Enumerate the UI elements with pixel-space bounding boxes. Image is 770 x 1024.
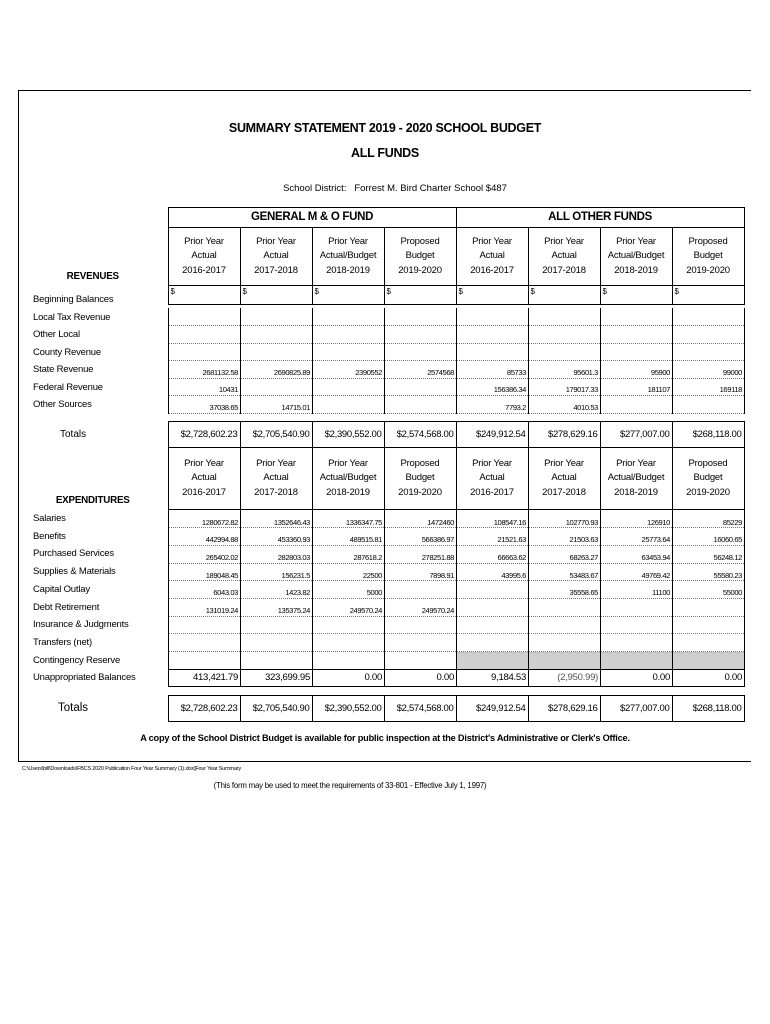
column-header-line: Prior Year xyxy=(328,236,368,248)
value-cell: 287618.2 xyxy=(313,545,385,563)
column-header-line: 2018-2019 xyxy=(326,264,370,276)
column-header-8 xyxy=(672,448,744,510)
value-cell xyxy=(241,308,313,326)
value-cell xyxy=(169,343,241,361)
value-cell xyxy=(313,652,385,670)
value-cell: 5000 xyxy=(313,581,385,599)
expenditure-row xyxy=(169,669,745,687)
column-header-line: 2018-2019 xyxy=(614,486,658,498)
district-name: Forrest M. Bird Charter School $487 xyxy=(354,183,507,194)
value-cell: 0.00 xyxy=(673,669,745,687)
value-cell: 282803.03 xyxy=(241,545,313,563)
value-cell xyxy=(385,581,457,599)
revenues-heading: REVENUES xyxy=(66,270,119,282)
column-header-3 xyxy=(312,228,384,286)
row-label: Local Tax Revenue xyxy=(33,311,111,323)
revenue-row xyxy=(169,378,745,396)
value-cell: 85229 xyxy=(673,510,745,528)
revenue-row xyxy=(169,326,745,344)
value-cell: 22500 xyxy=(313,563,385,581)
value-cell xyxy=(673,652,745,670)
row-label: County Revenue xyxy=(33,346,101,358)
column-header-line: Actual/Budget xyxy=(607,250,665,262)
column-header-line: Proposed xyxy=(400,236,440,248)
total-cell: $249,912.54 xyxy=(456,696,528,722)
column-header-7 xyxy=(600,228,672,286)
expenditure-row xyxy=(169,528,745,546)
value-cell: 1352646.43 xyxy=(241,510,313,528)
value-cell: 566386.97 xyxy=(385,528,457,546)
column-header-line: Prior Year xyxy=(472,236,512,248)
value-cell: 49769.42 xyxy=(601,563,673,581)
column-header-line: 2017-2018 xyxy=(542,264,586,276)
value-cell xyxy=(385,326,457,344)
dollar-sign-cell: $ xyxy=(240,286,312,305)
row-label: Supplies & Materials xyxy=(33,566,116,578)
value-cell xyxy=(457,308,529,326)
value-cell: 95601.3 xyxy=(529,361,601,379)
value-cell: 2681132.58 xyxy=(169,361,241,379)
row-label: Other Sources xyxy=(33,399,92,410)
district-line xyxy=(0,183,770,194)
column-header-4 xyxy=(384,448,456,510)
row-label: Benefits xyxy=(33,530,66,542)
value-cell xyxy=(529,634,601,652)
revenue-row xyxy=(169,396,745,414)
total-cell: $2,705,540.90 xyxy=(240,422,312,448)
column-header-5 xyxy=(456,228,528,286)
expenditure-row xyxy=(169,581,745,599)
value-cell xyxy=(457,326,529,344)
column-header-6 xyxy=(528,448,600,510)
value-cell: 0.00 xyxy=(313,669,385,687)
value-cell: 35558.65 xyxy=(529,581,601,599)
row-label: Purchased Services xyxy=(33,548,114,560)
value-cell: 37038.65 xyxy=(169,396,241,414)
expenditure-row xyxy=(169,652,745,670)
value-cell xyxy=(601,616,673,634)
value-cell xyxy=(673,396,745,414)
column-header-line: Actual/Budget xyxy=(607,472,665,484)
row-label: Insurance & Judgments xyxy=(33,619,129,631)
value-cell xyxy=(529,652,601,670)
value-cell xyxy=(241,634,313,652)
column-header-line: 2019-2020 xyxy=(686,486,730,498)
value-cell xyxy=(169,634,241,652)
column-header-line: Prior Year xyxy=(472,458,512,470)
row-label: Contingency Reserve xyxy=(33,654,121,666)
total-cell: $2,705,540.90 xyxy=(240,696,312,722)
value-cell: 0.00 xyxy=(385,669,457,687)
value-cell: 2690825.89 xyxy=(241,361,313,379)
value-cell: 156386.34 xyxy=(457,378,529,396)
value-cell: 169118 xyxy=(673,378,745,396)
expenditure-row xyxy=(169,616,745,634)
value-cell: 16060.65 xyxy=(673,528,745,546)
column-header-line: 2017-2018 xyxy=(254,486,298,498)
value-cell: 21521.63 xyxy=(457,528,529,546)
expenditures-header-table xyxy=(18,447,745,510)
revenue-values xyxy=(168,308,745,414)
column-header-line: Actual xyxy=(479,472,505,484)
value-cell xyxy=(385,308,457,326)
column-header-line: Prior Year xyxy=(256,236,296,248)
value-cell: 7793.2 xyxy=(457,396,529,414)
value-cell: 135375.24 xyxy=(241,598,313,616)
value-cell xyxy=(313,396,385,414)
column-header-line: Budget xyxy=(405,472,435,484)
value-cell: 1280672.82 xyxy=(169,510,241,528)
row-label: Debt Retirement xyxy=(33,601,100,613)
column-header-line: Budget xyxy=(693,472,723,484)
value-cell: 2574568 xyxy=(385,361,457,379)
column-header-line: 2016-2017 xyxy=(182,486,226,498)
value-cell xyxy=(673,326,745,344)
value-cell xyxy=(601,634,673,652)
value-cell xyxy=(601,326,673,344)
total-cell: $268,118.00 xyxy=(672,422,744,448)
value-cell: 56248.12 xyxy=(673,545,745,563)
expenditure-totals-table xyxy=(18,695,745,722)
total-cell: $2,390,552.00 xyxy=(312,696,384,722)
file-path: C:\Users\bill\Downloads\FBCS 2020 Publication Four Year Summary (1).xlsx]Four Year Summary xyxy=(22,766,241,772)
value-cell: 4010.53 xyxy=(529,396,601,414)
column-header-line: Actual/Budget xyxy=(319,250,377,262)
row-label: Transfers (net) xyxy=(33,636,92,648)
value-cell xyxy=(385,634,457,652)
value-cell xyxy=(241,652,313,670)
value-cell: 10431 xyxy=(169,378,241,396)
expenditure-row xyxy=(169,545,745,563)
column-header-line: Prior Year xyxy=(256,458,296,470)
value-cell: 489515.81 xyxy=(313,528,385,546)
total-cell: $278,629.16 xyxy=(528,696,600,722)
revenue-labels xyxy=(33,291,113,414)
value-cell xyxy=(601,343,673,361)
value-cell: 126910 xyxy=(601,510,673,528)
row-label: Federal Revenue xyxy=(33,381,103,393)
column-header-line: 2018-2019 xyxy=(614,264,658,276)
value-cell: 131019.24 xyxy=(169,598,241,616)
column-header-line: Proposed xyxy=(688,458,728,470)
value-cell: 278251.88 xyxy=(385,545,457,563)
row-label: Unappropriated Balances xyxy=(33,672,136,684)
value-cell: 323,699.95 xyxy=(241,669,313,687)
revenue-row xyxy=(169,308,745,326)
column-header-line: Actual xyxy=(551,250,577,262)
value-cell xyxy=(241,378,313,396)
value-cell xyxy=(529,326,601,344)
value-cell xyxy=(457,581,529,599)
value-cell xyxy=(601,598,673,616)
revenue-totals-label: Totals xyxy=(60,428,87,440)
value-cell: 1336347.75 xyxy=(313,510,385,528)
total-cell: $2,728,602.23 xyxy=(168,422,240,448)
value-cell: 14715.01 xyxy=(241,396,313,414)
value-cell: 2390552 xyxy=(313,361,385,379)
value-cell: 1423.82 xyxy=(241,581,313,599)
value-cell xyxy=(601,652,673,670)
value-cell: 265402.02 xyxy=(169,545,241,563)
value-cell xyxy=(529,343,601,361)
value-cell xyxy=(169,616,241,634)
column-header-line: 2019-2020 xyxy=(398,486,442,498)
value-cell: 181107 xyxy=(601,378,673,396)
column-header-line: Actual/Budget xyxy=(319,472,377,484)
value-cell: 21503.63 xyxy=(529,528,601,546)
value-cell: 55000 xyxy=(673,581,745,599)
value-cell xyxy=(457,616,529,634)
column-header-1 xyxy=(168,228,240,286)
value-cell xyxy=(313,634,385,652)
total-cell: $277,007.00 xyxy=(600,696,672,722)
column-header-line: Prior Year xyxy=(616,236,656,248)
value-cell: (2,950.99) xyxy=(529,669,601,687)
value-cell xyxy=(169,308,241,326)
value-cell: 0.00 xyxy=(601,669,673,687)
value-cell xyxy=(241,616,313,634)
column-header-line: Prior Year xyxy=(616,458,656,470)
column-header-line: Prior Year xyxy=(184,458,224,470)
column-header-7 xyxy=(600,448,672,510)
value-cell: 43995.6 xyxy=(457,563,529,581)
column-header-line: Prior Year xyxy=(328,458,368,470)
revenue-totals-table xyxy=(18,421,745,448)
row-label: Salaries xyxy=(33,513,66,524)
column-header-3 xyxy=(312,448,384,510)
expenditure-row xyxy=(169,598,745,616)
value-cell xyxy=(385,616,457,634)
total-cell: $2,574,568.00 xyxy=(384,696,456,722)
expenditure-values xyxy=(168,510,745,687)
value-cell xyxy=(385,378,457,396)
value-cell xyxy=(457,598,529,616)
value-cell xyxy=(457,343,529,361)
dollar-sign-cell: $ xyxy=(528,286,600,305)
value-cell: 102770.93 xyxy=(529,510,601,528)
value-cell: 442994.88 xyxy=(169,528,241,546)
total-cell: $2,728,602.23 xyxy=(168,696,240,722)
total-cell: $2,574,568.00 xyxy=(384,422,456,448)
column-header-5 xyxy=(456,448,528,510)
total-cell: $278,629.16 xyxy=(528,422,600,448)
total-cell: $277,007.00 xyxy=(600,422,672,448)
value-cell: 99000 xyxy=(673,361,745,379)
title-line-1: SUMMARY STATEMENT 2019 - 2020 SCHOOL BUDGET xyxy=(228,121,542,135)
value-cell: 7898.91 xyxy=(385,563,457,581)
value-cell xyxy=(529,598,601,616)
column-header-line: Proposed xyxy=(688,236,728,248)
value-cell xyxy=(169,652,241,670)
value-cell xyxy=(529,308,601,326)
column-header-line: Actual xyxy=(479,250,505,262)
column-header-line: Prior Year xyxy=(184,236,224,248)
value-cell xyxy=(313,378,385,396)
value-cell xyxy=(385,343,457,361)
dollar-sign-cell: $ xyxy=(672,286,744,305)
value-cell: 249570.24 xyxy=(313,598,385,616)
column-header-line: 2019-2020 xyxy=(686,264,730,276)
column-header-line: Actual xyxy=(191,250,217,262)
value-cell xyxy=(313,308,385,326)
row-label: Other Local xyxy=(33,329,80,340)
row-label: Capital Outlay xyxy=(33,583,90,595)
title-line-2: ALL FUNDS xyxy=(351,146,419,160)
column-header-line: 2019-2020 xyxy=(398,264,442,276)
value-cell xyxy=(673,616,745,634)
value-cell xyxy=(385,396,457,414)
other-funds-header: ALL OTHER FUNDS xyxy=(456,208,744,228)
value-cell: 156231.5 xyxy=(241,563,313,581)
district-label: School District: xyxy=(283,183,347,194)
expenditure-row xyxy=(169,510,745,528)
value-cell: 6043.03 xyxy=(169,581,241,599)
value-cell: 55580.23 xyxy=(673,563,745,581)
value-cell xyxy=(457,652,529,670)
value-cell: 95900 xyxy=(601,361,673,379)
value-cell xyxy=(241,343,313,361)
value-cell: 25773.64 xyxy=(601,528,673,546)
column-header-line: 2017-2018 xyxy=(254,264,298,276)
form-requirements-note: (This form may be used to meet the requirements of 33-801 - Effective July 1, 1997) xyxy=(213,781,487,790)
dollar-sign-cell: $ xyxy=(600,286,672,305)
value-cell xyxy=(313,616,385,634)
column-header-8 xyxy=(672,228,744,286)
value-cell: 1472460 xyxy=(385,510,457,528)
revenues-table xyxy=(18,207,745,305)
value-cell: 68263.27 xyxy=(529,545,601,563)
value-cell: 249570.24 xyxy=(385,598,457,616)
expenditure-row xyxy=(169,563,745,581)
revenue-row xyxy=(169,343,745,361)
column-header-line: Actual xyxy=(263,472,289,484)
value-cell: 9,184.53 xyxy=(457,669,529,687)
column-header-1 xyxy=(168,448,240,510)
dollar-sign-cell: $ xyxy=(168,286,240,305)
value-cell xyxy=(313,343,385,361)
column-header-line: 2016-2017 xyxy=(470,264,514,276)
expenditure-row xyxy=(169,634,745,652)
column-header-line: Actual xyxy=(263,250,289,262)
value-cell: 85733 xyxy=(457,361,529,379)
column-header-line: Actual xyxy=(191,472,217,484)
value-cell xyxy=(601,308,673,326)
revenue-row xyxy=(169,361,745,379)
column-header-line: 2016-2017 xyxy=(182,264,226,276)
column-header-line: Actual xyxy=(551,472,577,484)
dollar-sign-cell: $ xyxy=(384,286,456,305)
value-cell xyxy=(673,598,745,616)
expenditure-totals-label: Totals xyxy=(58,701,89,714)
row-label: State Revenue xyxy=(33,364,94,375)
value-cell: 63453.94 xyxy=(601,545,673,563)
value-cell: 53483.67 xyxy=(529,563,601,581)
column-header-2 xyxy=(240,448,312,510)
column-header-line: Budget xyxy=(405,250,435,262)
public-inspection-note: A copy of the School District Budget is available for public inspection at the District's Administrative or Clerk's Office. xyxy=(140,733,630,743)
column-header-line: 2017-2018 xyxy=(542,486,586,498)
value-cell: 189048.45 xyxy=(169,563,241,581)
column-header-line: 2016-2017 xyxy=(470,486,514,498)
value-cell xyxy=(673,343,745,361)
total-cell: $268,118.00 xyxy=(672,696,744,722)
value-cell: 66663.62 xyxy=(457,545,529,563)
value-cell xyxy=(313,326,385,344)
column-header-6 xyxy=(528,228,600,286)
column-header-line: Proposed xyxy=(400,458,440,470)
value-cell: 179017.33 xyxy=(529,378,601,396)
value-cell: 453360.93 xyxy=(241,528,313,546)
value-cell xyxy=(601,396,673,414)
column-header-line: Prior Year xyxy=(544,458,584,470)
value-cell xyxy=(673,308,745,326)
expenditures-heading: EXPENDITURES xyxy=(55,494,130,506)
column-header-line: Budget xyxy=(693,250,723,262)
value-cell xyxy=(169,326,241,344)
dollar-sign-cell: $ xyxy=(456,286,528,305)
value-cell xyxy=(529,616,601,634)
column-header-2 xyxy=(240,228,312,286)
dollar-sign-cell: $ xyxy=(312,286,384,305)
general-fund-header: GENERAL M & O FUND xyxy=(168,208,456,228)
value-cell: 108547.16 xyxy=(457,510,529,528)
total-cell: $249,912.54 xyxy=(456,422,528,448)
column-header-4 xyxy=(384,228,456,286)
value-cell xyxy=(457,634,529,652)
expenditure-labels xyxy=(33,510,136,687)
value-cell xyxy=(241,326,313,344)
value-cell: 413,421.79 xyxy=(169,669,241,687)
row-label: Beginning Balances xyxy=(33,294,114,305)
column-header-line: 2018-2019 xyxy=(326,486,370,498)
value-cell xyxy=(385,652,457,670)
value-cell: 11100 xyxy=(601,581,673,599)
value-cell xyxy=(673,634,745,652)
column-header-line: Prior Year xyxy=(544,236,584,248)
total-cell: $2,390,552.00 xyxy=(312,422,384,448)
